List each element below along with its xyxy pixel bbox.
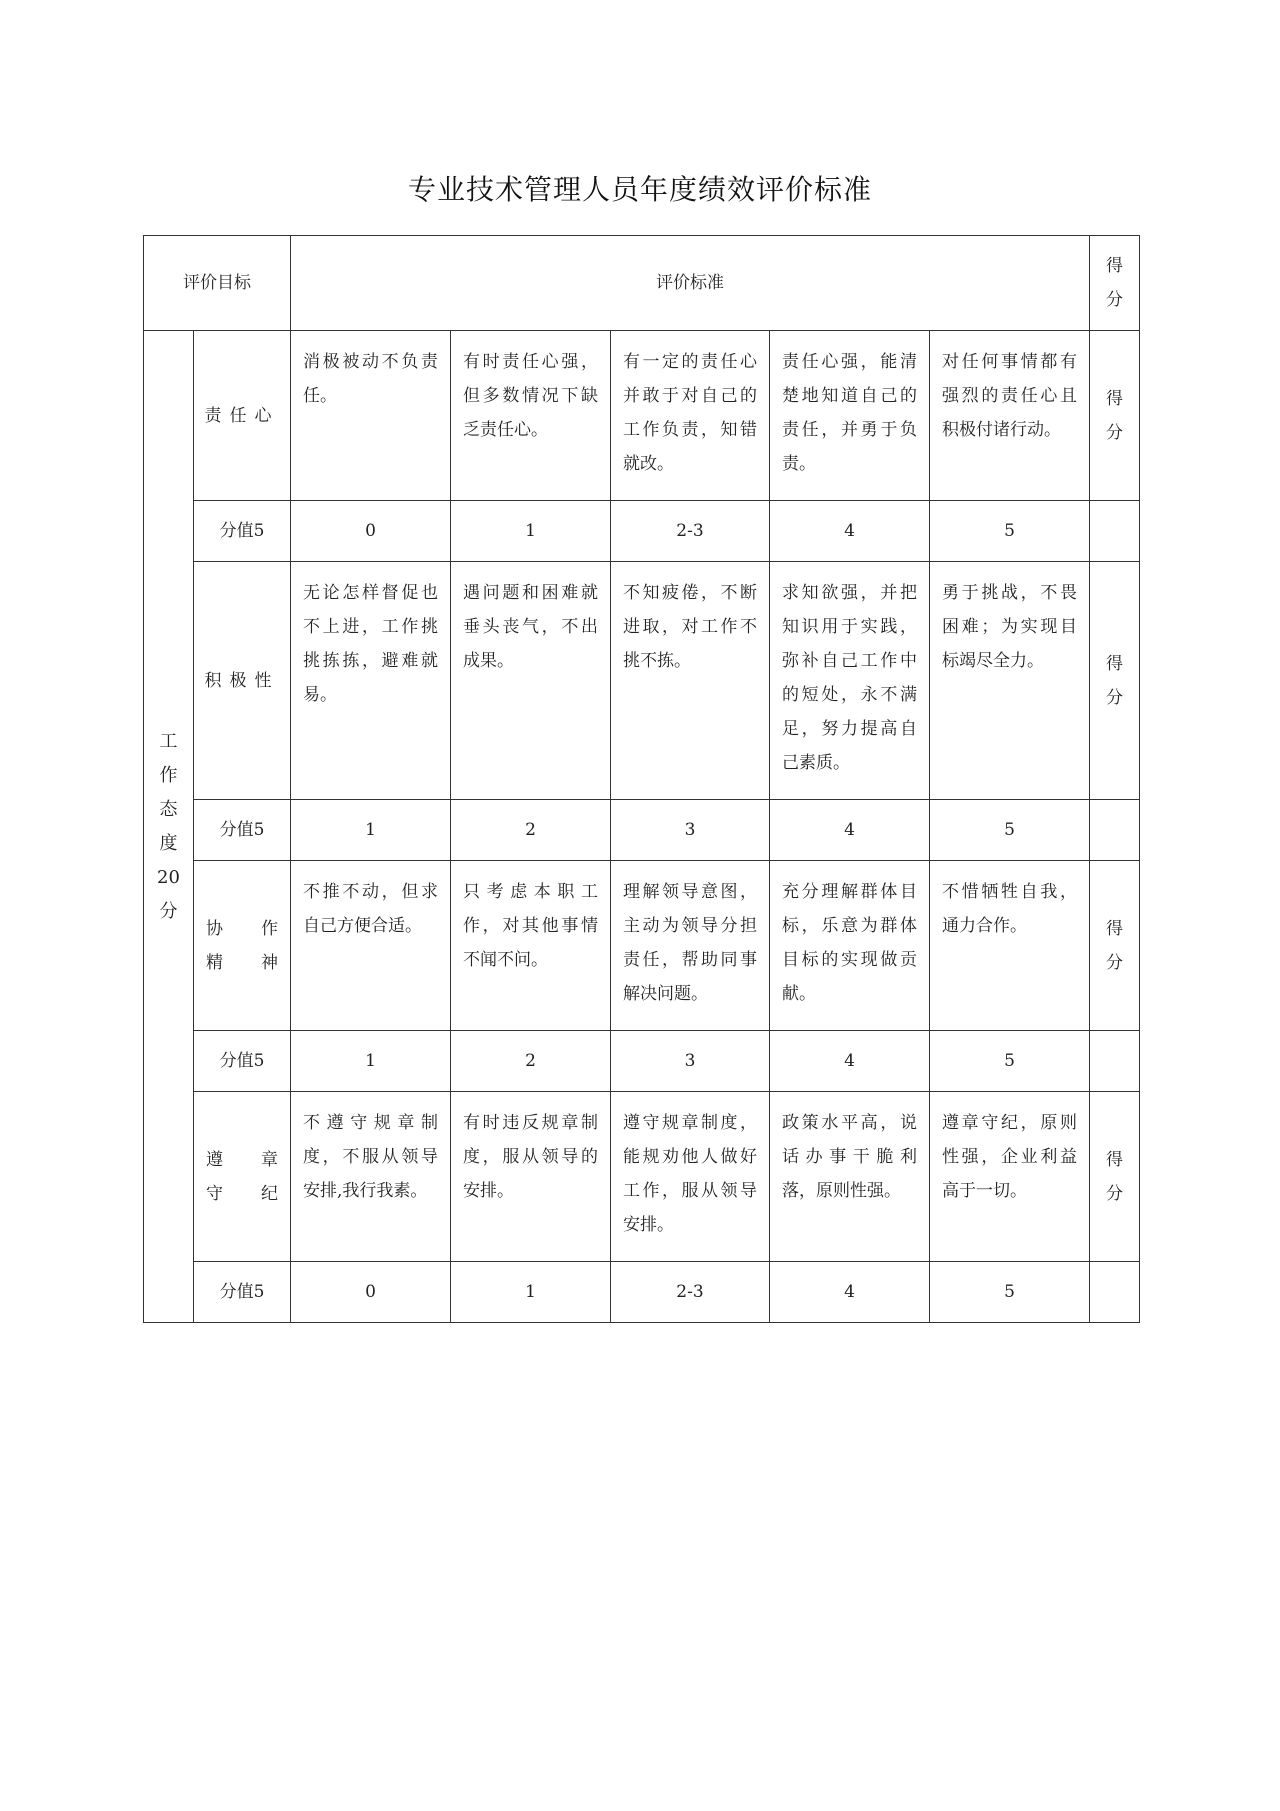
category-label <box>194 861 291 1031</box>
value-label: 分值5 <box>194 1262 291 1323</box>
cat-char <box>206 1143 278 1177</box>
criteria-desc: 不推不动，但求自己方便合适。 <box>291 861 451 1031</box>
value-cell: 4 <box>770 1262 930 1323</box>
criteria-row <box>144 861 1140 1031</box>
category-char: 守 <box>206 1183 223 1204</box>
criteria-desc: 充分理解群体目标，乐意为群体目标的实现做贡献。 <box>770 861 930 1031</box>
category-char: 协 <box>206 918 223 939</box>
cat-char <box>206 1177 278 1211</box>
header-row <box>144 236 1140 331</box>
value-cell: 3 <box>611 1031 770 1092</box>
score-char: 得 <box>1106 388 1124 409</box>
section-char: 作 <box>159 764 178 786</box>
value-cell: 0 <box>291 1262 451 1323</box>
value-row <box>144 501 1140 562</box>
score-char: 分 <box>1106 687 1124 708</box>
score-cell <box>1090 331 1140 501</box>
value-cell: 1 <box>451 1262 611 1323</box>
value-cell: 2-3 <box>611 1262 770 1323</box>
category-char: 章 <box>261 1149 278 1170</box>
score-char: 分 <box>1106 952 1124 973</box>
value-cell: 2 <box>451 800 611 861</box>
category-label-line2 <box>206 1177 278 1211</box>
score-cell <box>1090 562 1140 800</box>
criteria-desc: 有时违反规章制度，服从领导的安排。 <box>451 1092 611 1262</box>
category-label-line1 <box>206 912 278 946</box>
category-char: 遵 <box>206 1149 223 1170</box>
score-char: 得 <box>1106 653 1124 674</box>
category-label: 积极性 <box>194 562 291 800</box>
value-row <box>144 1262 1140 1323</box>
criteria-desc: 勇于挑战，不畏困难；为实现目标竭尽全力。 <box>930 562 1090 800</box>
criteria-desc: 有时责任心强，但多数情况下缺乏责任心。 <box>451 331 611 501</box>
score-blank <box>1090 501 1140 562</box>
value-cell: 4 <box>770 501 930 562</box>
criteria-desc: 遇问题和困难就垂头丧气，不出成果。 <box>451 562 611 800</box>
value-cell: 1 <box>291 800 451 861</box>
criteria-desc: 有一定的责任心并敢于对自己的工作负责，知错就改。 <box>611 331 770 501</box>
value-cell: 1 <box>451 501 611 562</box>
value-cell: 2-3 <box>611 501 770 562</box>
category-char: 神 <box>261 952 278 973</box>
criteria-desc: 不知疲倦，不断进取，对工作不挑不拣。 <box>611 562 770 800</box>
header-target: 评价目标 <box>144 236 291 331</box>
category-label <box>194 1092 291 1262</box>
criteria-row <box>144 562 1140 800</box>
category-label: 责任心 <box>194 331 291 501</box>
section-char: 态 <box>159 798 178 820</box>
category-char: 精 <box>206 952 223 973</box>
cat-char <box>206 912 278 946</box>
section-char: 度 <box>159 832 178 854</box>
criteria-desc: 政策水平高，说话办事干脆利落，原则性强。 <box>770 1092 930 1262</box>
criteria-row <box>144 331 1140 501</box>
section-label <box>144 331 194 1323</box>
score-cell <box>1090 1092 1140 1262</box>
section-char: 分 <box>159 900 178 922</box>
header-standard: 评价标准 <box>291 236 1090 331</box>
score-blank <box>1090 800 1140 861</box>
value-cell: 1 <box>291 1031 451 1092</box>
value-cell: 3 <box>611 800 770 861</box>
criteria-row <box>144 1092 1140 1262</box>
criteria-desc: 消极被动不负责任。 <box>291 331 451 501</box>
category-char: 纪 <box>261 1183 278 1204</box>
score-blank <box>1090 1262 1140 1323</box>
value-cell: 0 <box>291 501 451 562</box>
score-char: 分 <box>1106 1183 1124 1204</box>
header-score-char: 得 <box>1106 256 1124 276</box>
criteria-desc: 无论怎样督促也不上进，工作挑挑拣拣，避难就易。 <box>291 562 451 800</box>
evaluation-table <box>143 235 1140 1323</box>
category-label-line2 <box>206 946 278 980</box>
score-char: 得 <box>1106 1149 1124 1170</box>
score-char: 得 <box>1106 918 1124 939</box>
cat-char <box>206 946 278 980</box>
page-title: 专业技术管理人员年度绩效评价标准 <box>407 173 872 206</box>
criteria-desc: 对任何事情都有强烈的责任心且积极付诸行动。 <box>930 331 1090 501</box>
criteria-desc: 不遵守规章制度，不服从领导安排,我行我素。 <box>291 1092 451 1262</box>
category-char: 作 <box>261 918 278 939</box>
value-cell: 5 <box>930 1031 1090 1092</box>
value-cell: 5 <box>930 800 1090 861</box>
section-char: 20 <box>157 866 180 888</box>
score-char: 分 <box>1106 422 1124 443</box>
criteria-desc: 遵章守纪，原则性强，企业利益高于一切。 <box>930 1092 1090 1262</box>
criteria-desc: 遵守规章制度，能规劝他人做好工作，服从领导安排。 <box>611 1092 770 1262</box>
header-score-char: 分 <box>1106 290 1124 310</box>
value-label: 分值5 <box>194 800 291 861</box>
value-label: 分值5 <box>194 501 291 562</box>
criteria-desc: 理解领导意图，主动为领导分担责任，帮助同事解决问题。 <box>611 861 770 1031</box>
value-row <box>144 1031 1140 1092</box>
value-cell: 2 <box>451 1031 611 1092</box>
value-row <box>144 800 1140 861</box>
score-cell <box>1090 861 1140 1031</box>
value-cell: 5 <box>930 1262 1090 1323</box>
criteria-desc: 只考虑本职工作，对其他事情不闻不问。 <box>451 861 611 1031</box>
criteria-desc: 不惜牺牲自我，通力合作。 <box>930 861 1090 1031</box>
section-char: 工 <box>159 730 178 752</box>
value-cell: 4 <box>770 800 930 861</box>
category-label-line1 <box>206 1143 278 1177</box>
header-score <box>1090 236 1140 331</box>
value-cell: 4 <box>770 1031 930 1092</box>
value-cell: 5 <box>930 501 1090 562</box>
criteria-desc: 求知欲强，并把知识用于实践，弥补自己工作中的短处，永不满足，努力提高自己素质。 <box>770 562 930 800</box>
score-blank <box>1090 1031 1140 1092</box>
criteria-desc: 责任心强，能清楚地知道自己的责任，并勇于负责。 <box>770 331 930 501</box>
value-label: 分值5 <box>194 1031 291 1092</box>
